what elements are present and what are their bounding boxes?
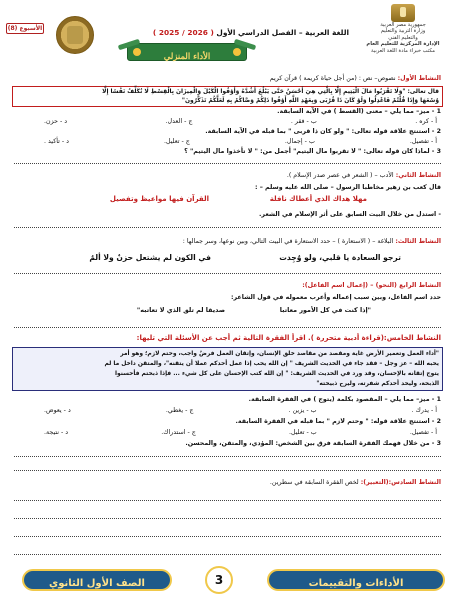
activity5-title: النشاط الخامس:(قراءة أدبية متحررة ). اقرأ الفقرة التالية ثم أجب عن الأسئلة التي تليها: <box>136 334 441 342</box>
verse-first-half: ترجو السعادة يا قلبي، ولو وُجِدت <box>279 253 401 262</box>
activity1-q1-options <box>14 117 441 126</box>
activity4-title: النشاط الرابع (النحو) – (إعمال اسم الفاعل): <box>302 282 441 289</box>
activity5-question3: 3 - من خلال فهمك الفقرة السابقة فرق بين الشخص: المؤدي، والمتقن، والمحسن. <box>185 440 441 447</box>
activity5-question1: 1 - ميز– مما يلي – المقصود بكلمة (يتوج ) في الفقرة السابقة. <box>248 396 441 403</box>
activity2-intro: قال كعب بن زهير مخاطبا الرسول – صلى الله عليه وسلم – : <box>255 184 441 191</box>
ministry-line: جمهورية مصر العربية <box>380 22 426 28</box>
activity5-question2: 2 - استنتج علاقة قوله: " وحتم لازم " بما قبله في الفقرة السابقة. <box>235 418 441 425</box>
activity3-title <box>183 237 441 246</box>
answer-line[interactable] <box>14 470 441 471</box>
option[interactable]: ب - فقر . <box>290 118 317 125</box>
answer-line[interactable] <box>14 536 441 537</box>
year-label: ( 2026 / 2025 ) <box>152 28 214 37</box>
option[interactable]: ج - تعليل. <box>163 138 190 145</box>
activity1-question1: 1 - ميز– مما يلي – معنى (القسط ) في الآية السابقة. <box>277 108 441 115</box>
ministry-logo <box>357 4 449 52</box>
passage-line: الذبحة، وليحد أحدكم شفرته، وليرح ذبيحته" <box>316 381 439 387</box>
activity1-label: النشاط الأول: <box>397 75 441 82</box>
ribbon-label: الأداء المنزلي <box>163 51 211 61</box>
answer-line[interactable] <box>14 518 441 519</box>
verse-line: وُسْعَهَا وَإِذَا قُلْتُمْ فَاعْدِلُوا وَلَوْ كَانَ ذَا قُرْبَى وَبِعَهْدِ اللَّهِ أَوْفُوا ذَلِكُمْ وَصَّاكُمْ بِهِ لَعَلَّكُمْ تَذَكَّرُونَ" <box>181 97 439 104</box>
ministry-line: والتعليم الفني <box>388 34 418 41</box>
option[interactable]: ج - يغطي. <box>165 407 194 414</box>
answer-line[interactable] <box>14 500 441 501</box>
ministry-line: مكتب خبراء مادة اللغة العربية <box>370 47 435 54</box>
pin-icon <box>133 48 141 56</box>
activity1-title <box>270 74 441 83</box>
answer-line[interactable] <box>14 327 441 328</box>
book-banner <box>267 569 445 591</box>
homework-ribbon <box>127 43 247 61</box>
page-number: 3 <box>214 573 224 587</box>
answer-line[interactable] <box>14 554 441 555</box>
verse-second-half: القرآن فيها مواعيظ وتفصيل <box>109 195 209 203</box>
option[interactable]: ج - استدراك. <box>161 429 196 436</box>
option[interactable]: ج - العدل. <box>165 118 193 125</box>
answer-line[interactable] <box>14 163 441 164</box>
activity2-title <box>287 171 441 180</box>
option[interactable]: أ - تفصيل. <box>409 138 437 145</box>
eagle-emblem-icon <box>391 4 415 22</box>
verse-second-half: صديقا لم تلق الذي لا تعاتبه" <box>136 306 225 314</box>
passage-line: "أداء العمل وتعمير الأرض غاية ومقصد من مقاصد خلق الإنسان، وإتقان العمل فرضٌ واجب، وحتم لازم؛ وهو أمر <box>120 351 439 357</box>
option[interactable]: أ - كره . <box>415 118 437 125</box>
activity2-label: النشاط الثاني: <box>395 172 441 179</box>
answer-line[interactable] <box>14 227 441 228</box>
activity4-question: حدد اسم الفاعل، وبين سبب إعماله وأعرب معموله في قول الشاعر: <box>230 294 441 301</box>
pin-icon <box>233 48 241 56</box>
option[interactable]: د - حزن. <box>44 118 68 125</box>
book-label: الأداءات والتقييمات <box>308 578 404 589</box>
option[interactable]: د - تأكيد . <box>44 138 69 145</box>
option[interactable]: ب - تعليل. <box>288 429 317 436</box>
ministry-line: الإدارة المركزية للتعليم العام <box>366 41 440 48</box>
activity1-q2-options <box>14 137 441 146</box>
activity6-subject: لخص الفقرة السابقة في سطرين. <box>269 479 361 486</box>
answer-line[interactable] <box>14 273 441 274</box>
verse-first-half: "إذا كنت في كل الأمور معاتبا <box>279 306 371 314</box>
seal-logo-icon <box>56 16 94 54</box>
ministry-line: وزارة التربية والتعليم <box>380 28 426 35</box>
answer-line[interactable] <box>14 456 441 457</box>
option[interactable]: أ - تفصيل. <box>409 429 437 436</box>
option[interactable]: د - يعوض. <box>44 407 71 414</box>
activity3-subject: البلاغة – ( الاستعارة ) – حدد الاستعارة في البيت التالي، وبين نوعها، وسر جمالها : <box>182 238 396 245</box>
option[interactable]: أ - يدرك . <box>411 407 437 414</box>
page-header <box>2 2 453 66</box>
activity3-label: النشاط الثالث: <box>395 238 441 245</box>
quran-verse-box <box>12 86 443 107</box>
week-badge: الأسبوع (8) <box>7 25 43 32</box>
activity2-question: - استدل من خلال البيت السابق على أثر الإسلام في الشعر. <box>259 211 441 218</box>
activity1-question3: 3 - لماذا كان قوله تعالى: " لا تقربوا مال اليتيم" أجمل من: " لا تأخذوا مال اليتيم" ؟ <box>184 148 441 155</box>
option[interactable]: د - نتيجة. <box>44 429 69 436</box>
page-footer <box>4 566 451 596</box>
activity5-q2-options <box>14 428 441 437</box>
term-label: الفصل الدراسي الأول <box>216 28 297 37</box>
grade-banner <box>22 569 172 591</box>
activity1-question2: 2 - استنتج علاقة قوله تعالى: " ولو كان ذا قربى " بما قبله في الآية السابقة. <box>205 128 441 135</box>
passage-line: يتوج إتقانه بالإحسان، وقد ورد في الحديث الشريف: " إن الله كتب الإحسان على كل شيء ... فإذا ذبحتم فأحسنوا <box>115 371 439 377</box>
page-number-badge <box>205 566 233 594</box>
title-separator: – <box>298 28 303 37</box>
option[interactable]: ب - إجمال. <box>284 138 315 145</box>
activity6-title <box>270 478 441 487</box>
grade-label: الصف الأول الثانوي <box>49 578 145 589</box>
verse-second-half: في الكون لم يشتعل حزنٌ ولا ألمُ <box>89 253 211 262</box>
option[interactable]: ب - يزين . <box>288 407 317 414</box>
page-title <box>153 28 349 37</box>
subject-label: اللغة العربية <box>305 28 349 37</box>
activity2-subject: الأدب – ( الشعر في عصر صدر الإسلام ). <box>286 172 396 179</box>
reading-passage-box <box>12 347 443 391</box>
activity6-label: النشاط السادس:(التعبير): <box>360 479 441 486</box>
activity5-q1-options <box>14 406 441 415</box>
verse-first-half: مهلا هداك الذي أعطاك نافلة <box>269 195 367 203</box>
activity1-subject: نصوص– نص : (من أجل حياة كريمة ) قرآن كريم <box>269 75 398 82</box>
passage-line: يحبه الله – عز وجل – فقد جاء في الحديث الشريف " إن الله يحب إذا عمل أحدكم عملا أن يتقنه"، والمتقن داخل ما لم <box>104 361 439 367</box>
verse-line: قال تعالى: "وَلَا تَقْرَبُوا مَالَ الْيَتِيمِ إِلَّا بِالَّتِي هِيَ أَحْسَنُ حَتَّى يَبْلُغَ أَشُدَّهُ وَأَوْفُوا الْكَيْلَ وَالْمِيزَانَ بِالْقِسْطِ لَا نُكَلِّفُ نَفْسًا إِلَّا <box>102 89 439 95</box>
